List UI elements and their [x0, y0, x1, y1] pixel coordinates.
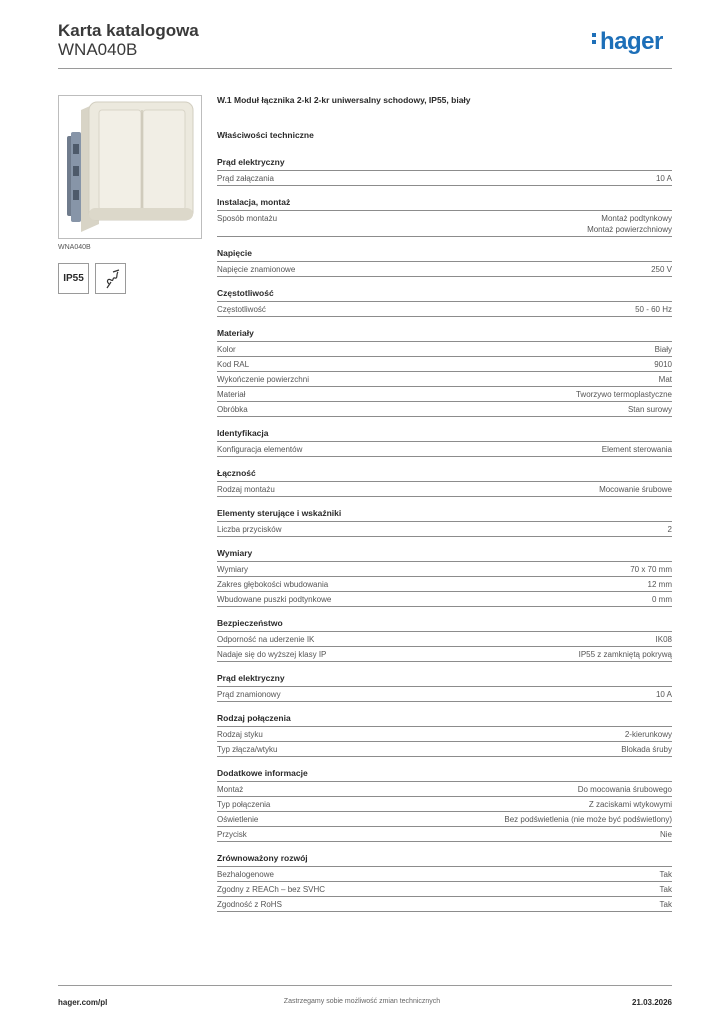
spec-section: [217, 197, 672, 237]
spec-value-line: 2-kierunkowy: [624, 730, 672, 739]
section-title: Instalacja, montaż: [217, 197, 672, 211]
spec-row: [217, 797, 672, 812]
spec-section: [217, 853, 672, 912]
spec-section: [217, 328, 672, 417]
spec-row: [217, 357, 672, 372]
spec-value-line: Do mocowania śrubowego: [577, 785, 672, 794]
spec-value: [668, 524, 672, 535]
spec-value-line: Element sterowania: [601, 445, 672, 454]
spec-label: Oświetlenie: [217, 815, 259, 824]
spec-value-line: Tak: [659, 870, 672, 879]
hager-logo: [592, 28, 663, 56]
spec-section: [217, 768, 672, 842]
spec-row: [217, 522, 672, 537]
spec-row: [217, 562, 672, 577]
spec-label: Montaż: [217, 785, 244, 794]
spec-value: [651, 264, 672, 275]
spec-value-line: 70 x 70 mm: [630, 565, 672, 574]
spec-value-line: Nie: [659, 830, 672, 839]
spec-row: [217, 171, 672, 186]
spec-section: [217, 157, 672, 186]
spec-section: [217, 468, 672, 497]
spec-value: [578, 784, 672, 795]
spec-label: Obróbka: [217, 405, 248, 414]
spec-label: Typ złącza/wtyku: [217, 745, 278, 754]
spec-value-line: 50 - 60 Hz: [635, 305, 672, 314]
spec-label: Bezhalogenowe: [217, 870, 274, 879]
spec-section: [217, 428, 672, 457]
spec-section: [217, 288, 672, 317]
footer-website-link[interactable]: hager.com/pl: [58, 998, 108, 1007]
section-title: Napięcie: [217, 248, 672, 262]
spec-section: [217, 548, 672, 607]
section-title: Częstotliwość: [217, 288, 672, 302]
spec-row: [217, 867, 672, 882]
section-title: Elementy sterujące i wskaźniki: [217, 508, 672, 522]
spec-value: [655, 344, 672, 355]
spec-row: [217, 647, 672, 662]
spec-row: [217, 402, 672, 417]
spec-value: [652, 594, 672, 605]
section-title: Dodatkowe informacje: [217, 768, 672, 782]
spec-value: [625, 729, 672, 740]
screw-glyph: [101, 268, 121, 290]
tech-properties-heading: Właściwości techniczne: [217, 130, 314, 140]
spec-row: [217, 211, 672, 237]
spec-value: [660, 884, 672, 895]
spec-value-line: 9010: [654, 360, 672, 369]
spec-value-line: Bez podświetlenia (nie może być podświetlony): [504, 815, 672, 824]
spec-row: [217, 727, 672, 742]
spec-value: [589, 799, 672, 810]
spec-label: Przycisk: [217, 830, 247, 839]
spec-row: [217, 632, 672, 647]
spec-value: [579, 649, 672, 660]
spec-row: [217, 342, 672, 357]
spec-row: [217, 897, 672, 912]
spec-value: [656, 634, 672, 645]
spec-label: Zgodny z REACh – bez SVHC: [217, 885, 326, 894]
product-title: W.1 Moduł łącznika 2-kl 2-kr uniwersalny schodowy, IP55, biały: [217, 95, 471, 105]
spec-row: [217, 442, 672, 457]
spec-label: Wbudowane puszki podtynkowe: [217, 595, 332, 604]
spec-value: [504, 814, 672, 825]
spec-value-line: Z zaciskami wtykowymi: [588, 800, 672, 809]
spec-label: Liczba przycisków: [217, 525, 282, 534]
spec-row: [217, 577, 672, 592]
spec-label: Prąd znamionowy: [217, 690, 281, 699]
spec-label: Typ połączenia: [217, 800, 271, 809]
spec-row: [217, 592, 672, 607]
logo-text: hager: [600, 28, 663, 55]
spec-value: [660, 899, 672, 910]
spec-row: [217, 882, 672, 897]
spec-value-line: Tworzywo termoplastyczne: [575, 390, 672, 399]
section-title: Bezpieczeństwo: [217, 618, 672, 632]
footer-divider: [58, 985, 672, 986]
spec-label: Materiał: [217, 390, 246, 399]
screw-mounting-icon: [95, 263, 126, 294]
product-code-heading: WNA040B: [58, 40, 138, 59]
spec-label: Rodzaj styku: [217, 730, 263, 739]
spec-sheet: [217, 95, 672, 923]
spec-value-line: 0 mm: [652, 595, 672, 604]
product-image: [58, 95, 202, 239]
section-title: Łączność: [217, 468, 672, 482]
spec-row: [217, 262, 672, 277]
spec-value: [587, 213, 672, 235]
section-title: Materiały: [217, 328, 672, 342]
spec-row: [217, 387, 672, 402]
spec-value-line: Mat: [658, 375, 672, 384]
spec-section: [217, 713, 672, 757]
product-code-caption: WNA040B: [58, 244, 91, 251]
spec-value: [648, 579, 672, 590]
spec-value-line: 12 mm: [647, 580, 672, 589]
spec-row: [217, 782, 672, 797]
spec-value-line: Biały: [654, 345, 672, 354]
spec-value-line: Blokada śruby: [621, 745, 672, 754]
spec-label: Napięcie znamionowe: [217, 265, 296, 274]
spec-sections: [217, 157, 672, 912]
spec-label: Odporność na uderzenie IK: [217, 635, 315, 644]
section-title: Rodzaj połączenia: [217, 713, 672, 727]
spec-label: Częstotliwość: [217, 305, 266, 314]
spec-value-line: Tak: [659, 900, 672, 909]
spec-row: [217, 482, 672, 497]
spec-value: [660, 869, 672, 880]
spec-value: [635, 304, 672, 315]
spec-value: [659, 374, 672, 385]
spec-row: [217, 372, 672, 387]
switch-product-illustration: [59, 96, 201, 238]
spec-value-line: IK08: [655, 635, 672, 644]
section-title: Prąd elektryczny: [217, 157, 672, 171]
spec-section: [217, 618, 672, 662]
footer-disclaimer: Zastrzegamy sobie możliwość zmian technicznych: [283, 998, 441, 1005]
section-title: Prąd elektryczny: [217, 673, 672, 687]
spec-value: [656, 173, 672, 184]
spec-row: [217, 302, 672, 317]
spec-value-line: Tak: [659, 885, 672, 894]
spec-value: [660, 829, 672, 840]
spec-label: Kolor: [217, 345, 236, 354]
ip-rating-badge: IP55: [58, 263, 89, 294]
footer-date: 21.03.2026: [631, 998, 672, 1007]
spec-value: [621, 744, 672, 755]
spec-value: [656, 689, 672, 700]
logo-dots-icon: [592, 30, 598, 47]
spec-value: [599, 484, 672, 495]
spec-section: [217, 248, 672, 277]
spec-label: Zgodność z RoHS: [217, 900, 282, 909]
spec-value-line: Stan surowy: [627, 405, 672, 414]
spec-label: Konfiguracja elementów: [217, 445, 303, 454]
spec-value: [576, 389, 672, 400]
spec-value-line: Montaż podtynkowy: [601, 214, 672, 223]
spec-value-line: 2: [667, 525, 672, 534]
spec-value: [602, 444, 672, 455]
spec-value: [628, 404, 672, 415]
spec-section: [217, 508, 672, 537]
spec-value-line: Montaż powierzchniowy: [587, 225, 672, 234]
spec-value-line: 10 A: [655, 690, 672, 699]
page-title: Karta katalogowa: [58, 21, 199, 40]
spec-label: Zakres głębokości wbudowania: [217, 580, 329, 589]
spec-value: [630, 564, 672, 575]
spec-label: Wymiary: [217, 565, 249, 574]
header-divider: [58, 68, 672, 69]
spec-label: Nadaje się do wyższej klasy IP: [217, 650, 327, 659]
spec-row: [217, 687, 672, 702]
spec-label: Rodzaj montażu: [217, 485, 275, 494]
section-title: Zrównoważony rozwój: [217, 853, 672, 867]
section-title: Wymiary: [217, 548, 672, 562]
spec-value: [654, 359, 672, 370]
spec-row: [217, 812, 672, 827]
spec-value-line: IP55 z zamkniętą pokrywą: [578, 650, 672, 659]
spec-value-line: 10 A: [655, 174, 672, 183]
spec-label: Wykończenie powierzchni: [217, 375, 309, 384]
spec-section: [217, 673, 672, 702]
spec-label: Prąd załączania: [217, 174, 274, 183]
spec-row: [217, 827, 672, 842]
spec-label: Kod RAL: [217, 360, 250, 369]
spec-value-line: 250 V: [651, 265, 672, 274]
spec-label: Sposób montażu: [217, 214, 278, 223]
section-title: Identyfikacja: [217, 428, 672, 442]
spec-row: [217, 742, 672, 757]
spec-value-line: Mocowanie śrubowe: [599, 485, 672, 494]
